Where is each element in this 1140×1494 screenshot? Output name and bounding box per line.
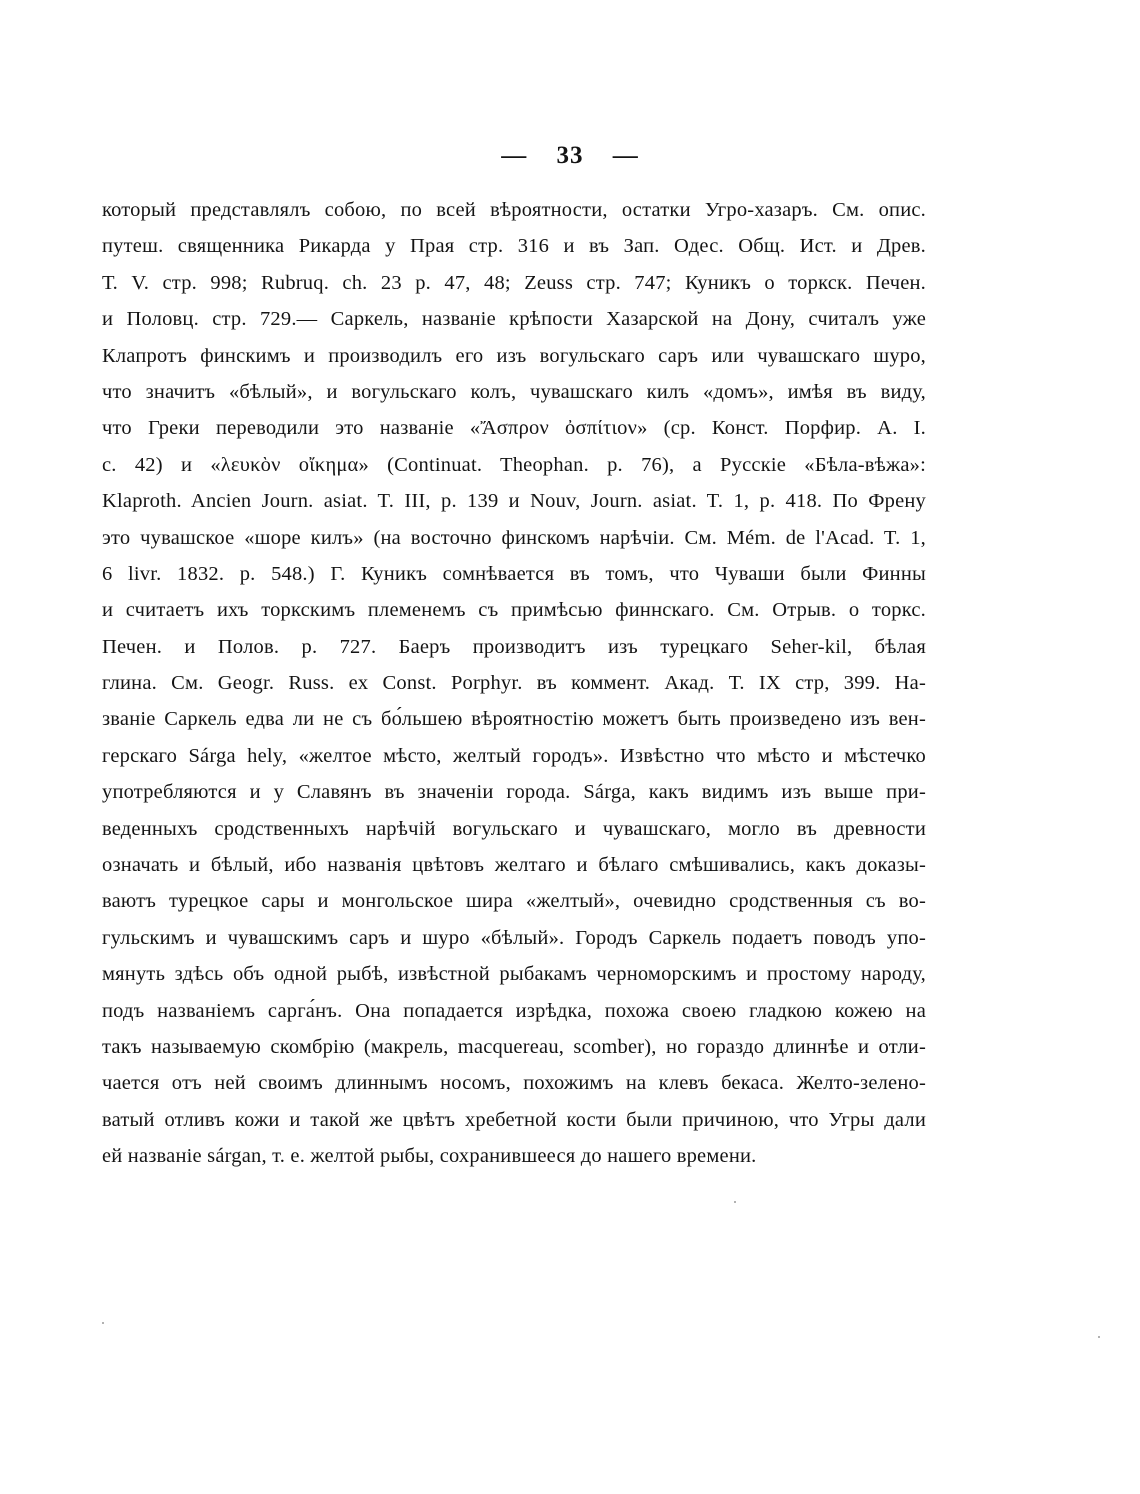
text-line: глина. См. Geogr. Russ. ex Const. Porphyr. въ коммент. Акад. Т. IX стр, 399. На- <box>102 672 926 695</box>
page-number-dash-left: — <box>501 142 528 169</box>
text-line: что значитъ «бѣлый», и вогульскаго колъ, чувашскаго килъ «домъ», имѣя въ виду, <box>102 380 926 403</box>
text-line: и считаетъ ихъ торкскимъ племенемъ съ примѣсью финнскаго. См. Отрыв. о торкс. <box>102 599 926 622</box>
text-line: с. 42) и «λευκὸν οἴκημα» (Continuat. Theophan. p. 76), а Русскіе «Бѣла-вѣжа»: <box>102 453 926 476</box>
page-number: 33 <box>556 142 584 169</box>
text-line: употребляются и у Славянъ въ значеніи города. Sárga, какъ видимъ изъ выше при- <box>102 781 926 804</box>
text-line: путеш. священника Рикарда у Прая стр. 316 и въ Зап. Одес. Общ. Ист. и Древ. <box>102 235 926 258</box>
text-line: герскаго Sárga hely, «желтое мѣсто, желтый городъ». Извѣстно что мѣсто и мѣстечко <box>102 744 926 767</box>
text-line: такъ называемую скомбрію (макрель, macquereau, scomber), но гораздо длиннѣе и отли- <box>102 1035 926 1058</box>
text-line: который представлялъ собою, по всей вѣроятности, остатки Угро-хазаръ. См. опис. <box>102 199 926 221</box>
text-line: гульскимъ и чувашскимъ саръ и шуро «бѣлый». Городъ Саркель подаетъ поводъ упо- <box>102 926 926 949</box>
text-line: это чувашское «шоре килъ» (на восточно финскомъ нарѣчіи. См. Mém. de l'Acad. T. 1, <box>102 526 926 549</box>
text-line: ваютъ турецкое сары и монгольское шира «желтый», очевидно сродственныя съ во- <box>102 890 926 913</box>
text-line: ей названіе sárgan, т. е. желтой рыбы, сохранившееся до нашего времени. <box>102 1145 757 1168</box>
page-number-dash-right: — <box>612 142 639 169</box>
text-line: Клапротъ финскимъ и производилъ его изъ вогульскаго саръ или чувашскаго шуро, <box>102 344 926 367</box>
text-line: званіе Саркель едва ли не съ бо́льшею вѣроятностію можетъ быть произведено изъ вен- <box>102 708 926 731</box>
text-line: Печен. и Полов. p. 727. Баеръ производитъ изъ турецкаго Seher-kil, бѣлая <box>102 635 926 658</box>
text-line: и Половц. стр. 729.— Саркель, названіе крѣпости Хазарской на Дону, считалъ уже <box>102 308 926 331</box>
paper-speck <box>1098 1336 1100 1338</box>
text-line: что Греки переводили это названіе «Ἄσπρον ὀσπίτιον» (ср. Конст. Порфир. А. I. <box>102 417 926 440</box>
text-line: Klaproth. Ancien Journ. asiat. T. III, p. 139 и Nouv, Journ. asiat. T. 1, p. 418. По Френу <box>102 490 926 513</box>
text-line: мянуть здѣсь объ одной рыбѣ, извѣстной рыбакамъ черноморскимъ и простому народу, <box>102 963 926 986</box>
text-line: Т. V. стр. 998; Rubruq. ch. 23 p. 47, 48; Zeuss стр. 747; Куникъ о торкск. Печен. <box>102 271 926 294</box>
text-line: подъ названіемъ сарга́нъ. Она попадается изрѣдка, похожа своею гладкою кожею на <box>102 999 926 1022</box>
text-line: чается отъ ней своимъ длиннымъ носомъ, похожимъ на клевъ бекаса. Желто-зелено- <box>102 1072 926 1095</box>
paper-speck <box>734 1201 736 1203</box>
page-number-header <box>0 142 1140 170</box>
body-text <box>102 192 926 1175</box>
text-line: веденныхъ сродственныхъ нарѣчій вогульскаго и чувашскаго, могло въ древности <box>102 817 926 840</box>
text-line: означать и бѣлый, ибо названія цвѣтовъ желтаго и бѣлаго смѣшивались, какъ доказы- <box>102 854 926 877</box>
paper-speck <box>102 1322 104 1324</box>
text-line: ватый отливъ кожи и такой же цвѣтъ хребетной кости были причиною, что Угры дали <box>102 1108 926 1131</box>
text-line: 6 livr. 1832. p. 548.) Г. Куникъ сомнѣвается въ томъ, что Чуваши были Финны <box>102 562 926 585</box>
